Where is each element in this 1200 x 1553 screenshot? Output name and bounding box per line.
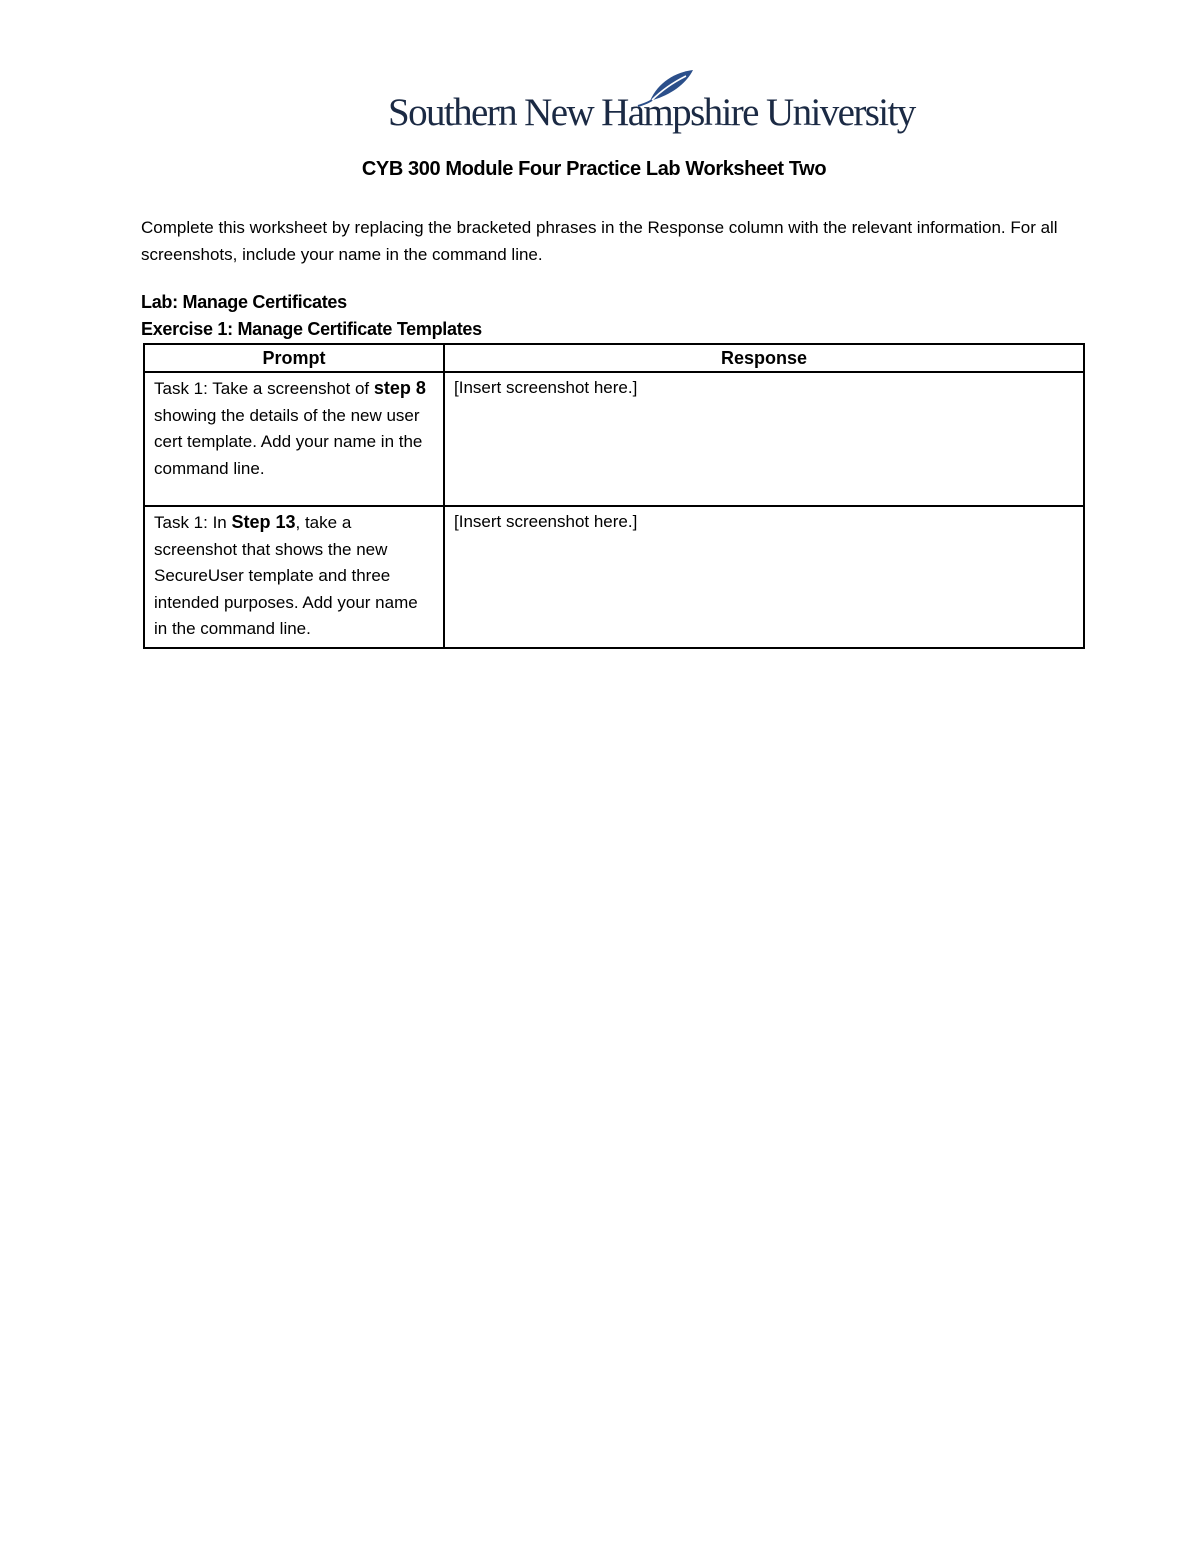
- response-cell[interactable]: [Insert screenshot here.]: [444, 372, 1084, 506]
- worksheet-table: [143, 343, 1085, 649]
- logo-wordmark: Southern New Hampshire University: [388, 91, 915, 134]
- prompt-cell: [144, 372, 444, 506]
- prompt-step-bold: step 8: [373, 378, 426, 398]
- prompt-cell: [144, 506, 444, 648]
- table-row: [144, 506, 1084, 648]
- response-column-header: Response: [444, 344, 1084, 372]
- prompt-text: Task 1: Take a screenshot of: [154, 379, 374, 398]
- prompt-column-header: Prompt: [144, 344, 444, 372]
- table-row: [144, 372, 1084, 506]
- exercise-heading: Exercise 1: Manage Certificate Templates: [141, 319, 482, 339]
- response-cell[interactable]: [Insert screenshot here.]: [444, 506, 1084, 648]
- prompt-text: Task 1: In: [154, 513, 232, 532]
- document-title: CYB 300 Module Four Practice Lab Worksheet Two: [361, 158, 827, 180]
- lab-heading: Lab: Manage Certificates: [141, 292, 347, 312]
- prompt-step-bold: Step 13: [231, 512, 296, 532]
- prompt-text-rest: , take a screenshot that shows the new SecureUser template and three intended purposes. Add your name in the command line.: [154, 513, 418, 638]
- university-logo: [386, 68, 915, 140]
- table-header-row: [144, 344, 1084, 372]
- prompt-text-rest: showing the details of the new user cert template. Add your name in the command line.: [154, 405, 423, 478]
- instructions-paragraph: Complete this worksheet by replacing the bracketed phrases in the Response column with the relevant information. For all screenshots, include your name in the command line.: [141, 218, 1058, 264]
